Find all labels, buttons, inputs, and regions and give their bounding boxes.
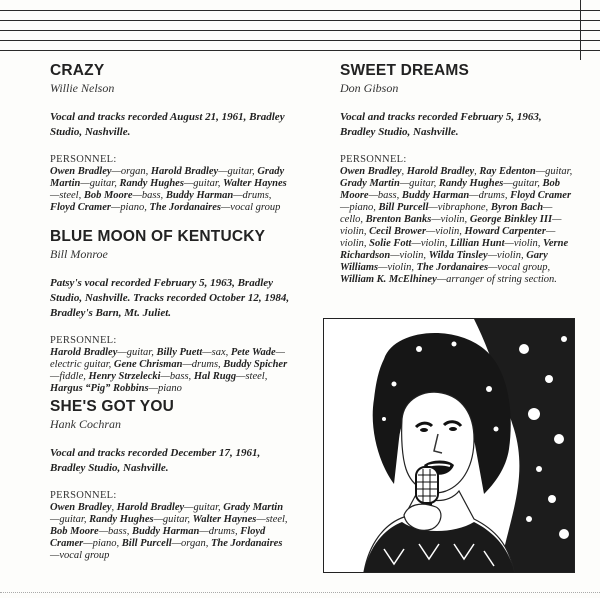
song-title: CRAZY — [50, 62, 105, 79]
personnel-name: Bob Moore — [83, 190, 133, 201]
personnel-name: Verne Richardson — [340, 238, 569, 261]
header-rule — [0, 20, 600, 21]
personnel-name: Buddy Harman — [401, 190, 470, 201]
personnel-list: Owen Bradley, Harold Bradley—guitar, Grady Martin—guitar, Randy Hughes—guitar, Walter Haynes—steel, Bob Moore—bass, Buddy Harman—drums, Floyd Cramer—piano, Bill Purcell—organ, The Jordanaires—vocal group — [50, 502, 288, 561]
personnel-name: Floyd Cramer — [50, 202, 111, 213]
personnel-label: PERSONNEL: — [50, 154, 117, 165]
personnel-name: Hargus “Pig” Robbins — [50, 383, 149, 394]
personnel-name: Grady Martin — [340, 178, 400, 189]
personnel-name: Cecil Brower — [369, 226, 427, 237]
personnel-name: Randy Hughes — [119, 178, 184, 189]
personnel-list: Owen Bradley—organ, Harold Bradley—guitar, Grady Martin—guitar, Randy Hughes—guitar, Walter Haynes—steel, Bob Moore—bass, Buddy Harman—drums, Floyd Cramer—piano, The Jordanaires—vocal group — [50, 166, 287, 213]
personnel-name: Harold Bradley — [150, 166, 219, 177]
personnel-name: Walter Haynes — [223, 178, 287, 189]
personnel-name: Bob Moore — [340, 178, 560, 201]
personnel-name: Randy Hughes — [438, 178, 504, 189]
personnel-name: The Jordanaires — [210, 538, 283, 549]
recording-info: Vocal and tracks recorded December 17, 1961, Bradley Studio, Nashville. — [50, 447, 261, 474]
personnel-name: Owen Bradley — [340, 166, 402, 177]
singer-photo — [323, 318, 575, 573]
personnel-list: Owen Bradley, Harold Bradley, Ray Edenton—guitar, Grady Martin—guitar, Randy Hughes—guitar, Bob Moore—bass, Buddy Harman—drums, Floyd Cramer—piano, Bill Purcell—vibraphone, Byron Bach—cello, Brenton Banks—violin, George Binkley III—violin, Cecil Brower—violin, Howard Carpenter—violin, Solie Fott—violin, Lillian Hunt—violin, Verne Richardson—violin, Wilda Tinsley—violin, Gary Williams—violin, The Jordanaires—vocal group, William K. McElhiney—arranger of string section. — [340, 166, 573, 285]
song-title: SWEET DREAMS — [340, 62, 469, 79]
personnel-name: Lillian Hunt — [449, 238, 505, 249]
recording-info: Vocal and tracks recorded August 21, 1961, Bradley Studio, Nashville. — [50, 111, 285, 138]
personnel-name: Bob Moore — [50, 526, 99, 537]
personnel-name: Bill Purcell — [378, 202, 429, 213]
header-rule — [0, 10, 600, 11]
personnel-name: Grady Martin — [50, 166, 285, 189]
personnel-name: Byron Bach — [490, 202, 544, 213]
personnel-list: Harold Bradley—guitar, Billy Puett—sax, Pete Wade—electric guitar, Gene Chrisman—drums, Buddy Spicher—fiddle, Henry Strzelecki—bass, Hal Rugg—steel, Hargus “Pig” Robbins—piano — [50, 347, 288, 394]
personnel-name: Gene Chrisman — [113, 359, 183, 370]
personnel-label: PERSONNEL: — [50, 490, 117, 501]
song-title: BLUE MOON OF KENTUCKY — [50, 228, 266, 245]
personnel-name: Pete Wade — [230, 347, 276, 358]
song-blue-moon-of-kentucky — [50, 228, 290, 395]
personnel-name: Grady Martin — [223, 502, 284, 513]
personnel-name: Bill Purcell — [121, 538, 172, 549]
personnel-name: Henry Strzelecki — [88, 371, 161, 382]
song-composer: Hank Cochran — [50, 417, 121, 431]
personnel-name: Wilda Tinsley — [428, 250, 488, 261]
song-crazy — [50, 62, 290, 214]
bottom-dotted-rule — [0, 592, 600, 593]
personnel-name: Owen Bradley — [50, 166, 112, 177]
personnel-name: Ray Edenton — [479, 166, 536, 177]
header-rule — [0, 50, 600, 51]
personnel-name: Buddy Harman — [165, 190, 234, 201]
song-shes-got-you — [50, 398, 290, 562]
recording-info: Vocal and tracks recorded February 5, 1963, Bradley Studio, Nashville. — [340, 111, 542, 138]
personnel-name: Harold Bradley — [406, 166, 475, 177]
personnel-label: PERSONNEL: — [340, 154, 407, 165]
personnel-name: Solie Fott — [369, 238, 412, 249]
song-title: SHE'S GOT YOU — [50, 398, 174, 415]
personnel-name: Billy Puett — [156, 347, 203, 358]
singer-image — [324, 319, 574, 572]
personnel-name: Floyd Cramer — [510, 190, 572, 201]
header-rule — [0, 40, 600, 41]
recording-info: Patsy's vocal recorded February 5, 1963, Bradley Studio, Nashville. Tracks recorded October 12, 1984, Bradley's Barn, Mt. Juliet. — [50, 277, 290, 319]
personnel-name: Gary Williams — [340, 250, 548, 273]
personnel-name: Buddy Harman — [131, 526, 200, 537]
personnel-name: Harold Bradley — [50, 347, 118, 358]
personnel-name: William K. McElhiney — [340, 274, 437, 285]
personnel-name: Buddy Spicher — [223, 359, 288, 370]
personnel-name: Brenton Banks — [365, 214, 432, 225]
header-barline — [580, 0, 581, 60]
song-composer: Bill Monroe — [50, 247, 108, 261]
personnel-name: George Binkley III — [469, 214, 553, 225]
personnel-name: Hal Rugg — [193, 371, 237, 382]
personnel-name: Harold Bradley — [116, 502, 185, 513]
personnel-name: Floyd Cramer — [50, 526, 266, 549]
song-sweet-dreams — [340, 62, 575, 286]
personnel-label: PERSONNEL: — [50, 335, 117, 346]
personnel-name: Walter Haynes — [192, 514, 257, 525]
personnel-name: The Jordanaires — [416, 262, 489, 273]
song-composer: Willie Nelson — [50, 81, 115, 95]
song-composer: Don Gibson — [340, 81, 399, 95]
personnel-name: Randy Hughes — [89, 514, 154, 525]
header-rule — [0, 30, 600, 31]
personnel-name: Howard Carpenter — [464, 226, 546, 237]
personnel-name: Owen Bradley — [50, 502, 112, 513]
personnel-name: The Jordanaires — [149, 202, 221, 213]
